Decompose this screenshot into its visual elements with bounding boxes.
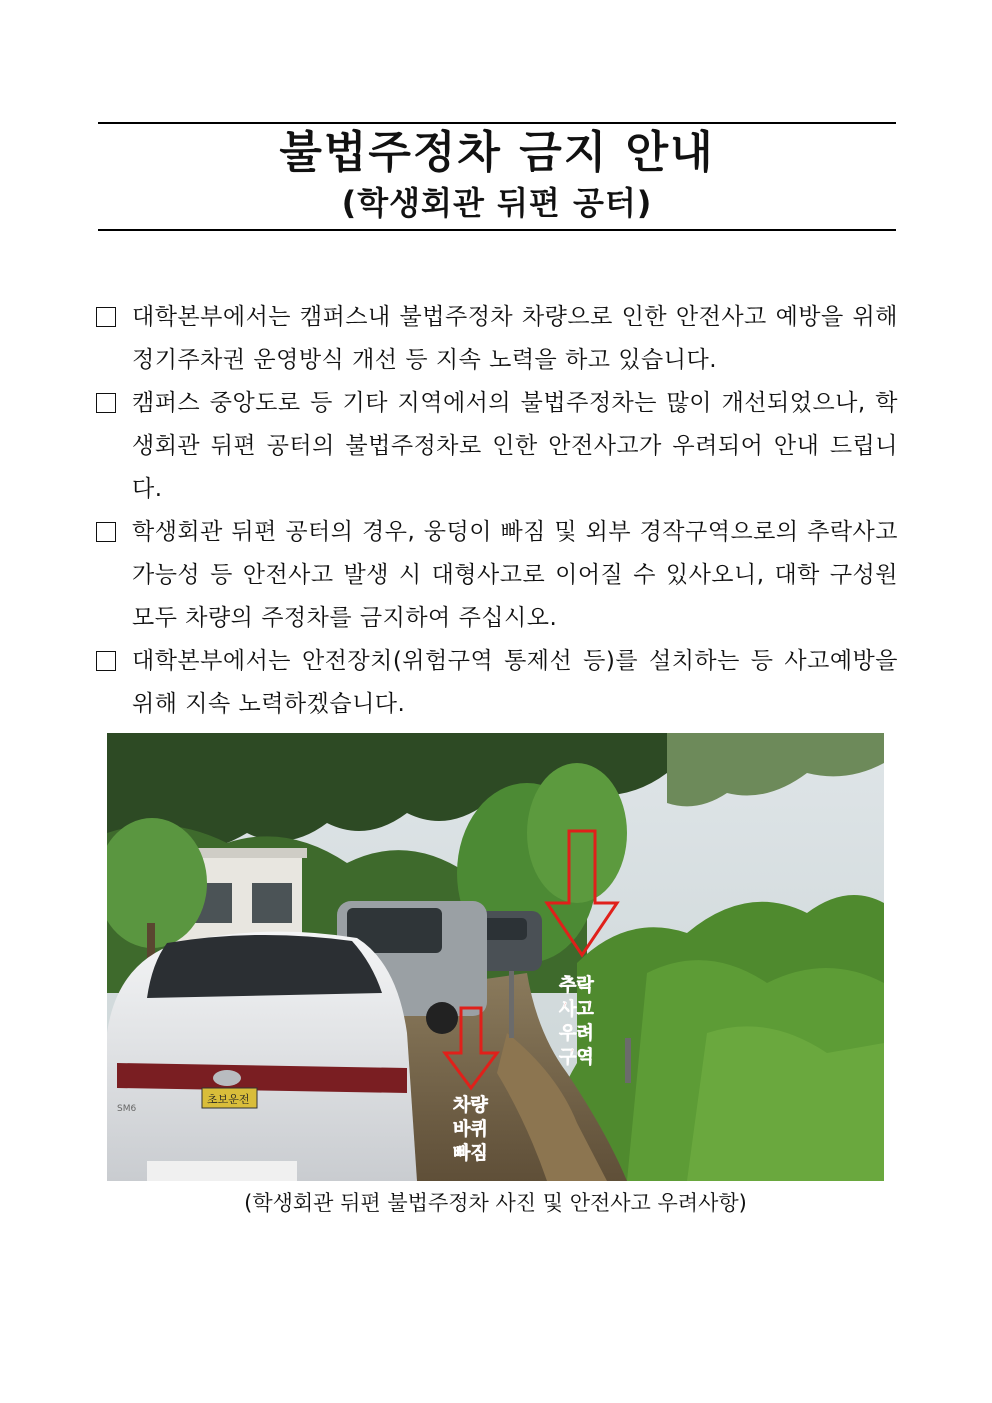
checkbox-bullet-icon (96, 522, 116, 542)
notice-item (96, 640, 898, 726)
notice-item-text: 대학본부에서는 안전장치(위험구역 통제선 등)를 설치하는 등 사고예방을 위해 지속 노력하겠습니다. (132, 648, 898, 717)
notice-list (96, 296, 898, 726)
fall-risk-label-1: 추락 (559, 975, 594, 996)
checkbox-bullet-icon (96, 307, 116, 327)
notice-item (96, 382, 898, 511)
bottom-rule (98, 229, 896, 231)
page-subtitle: (학생회관 뒤편 공터) (341, 184, 653, 222)
notice-item-text: 대학본부에서는 캠퍼스내 불법주정차 차량으로 인한 안전사고 예방을 위해 정기주차권 운영방식 개선 등 지속 노력을 하고 있습니다. (132, 304, 898, 373)
notice-item (96, 511, 898, 640)
car-emblem-text: SM6 (117, 1104, 137, 1114)
fall-risk-label-3: 우려 (559, 1023, 594, 1044)
notice-item-text: 학생회관 뒤편 공터의 경우, 웅덩이 빠짐 및 외부 경작구역으로의 추락사고 가능성 등 안전사고 발생 시 대형사고로 이어질 수 있사오니, 대학 구성원 모두 차량의 주정차를 금지하여 주십시오. (132, 519, 898, 631)
fall-risk-label-2: 사고 (559, 999, 594, 1020)
wheel-stuck-label-2: 바퀴 (453, 1119, 488, 1140)
wheel-stuck-label-1: 차량 (453, 1095, 488, 1116)
top-rule (98, 122, 896, 124)
checkbox-bullet-icon (96, 651, 116, 671)
notice-item-text: 캠퍼스 중앙도로 등 기타 지역에서의 불법주정차는 많이 개선되었으나, 학생회관 뒤편 공터의 불법주정차로 인한 안전사고가 우려되어 안내 드립니다. (132, 390, 898, 502)
wheel-stuck-label-3: 빠짐 (453, 1143, 488, 1164)
sticker-plate-text: 초보운전 (207, 1093, 250, 1106)
site-photo-illustration (107, 733, 884, 1181)
checkbox-bullet-icon (96, 393, 116, 413)
site-photo (107, 733, 884, 1181)
page-title: 불법주정차 금지 안내 (279, 127, 715, 178)
photo-caption: (학생회관 뒤편 불법주정차 사진 및 안전사고 우려사항) (244, 1191, 747, 1215)
fall-risk-label-4: 구역 (559, 1047, 594, 1068)
notice-item (96, 296, 898, 382)
